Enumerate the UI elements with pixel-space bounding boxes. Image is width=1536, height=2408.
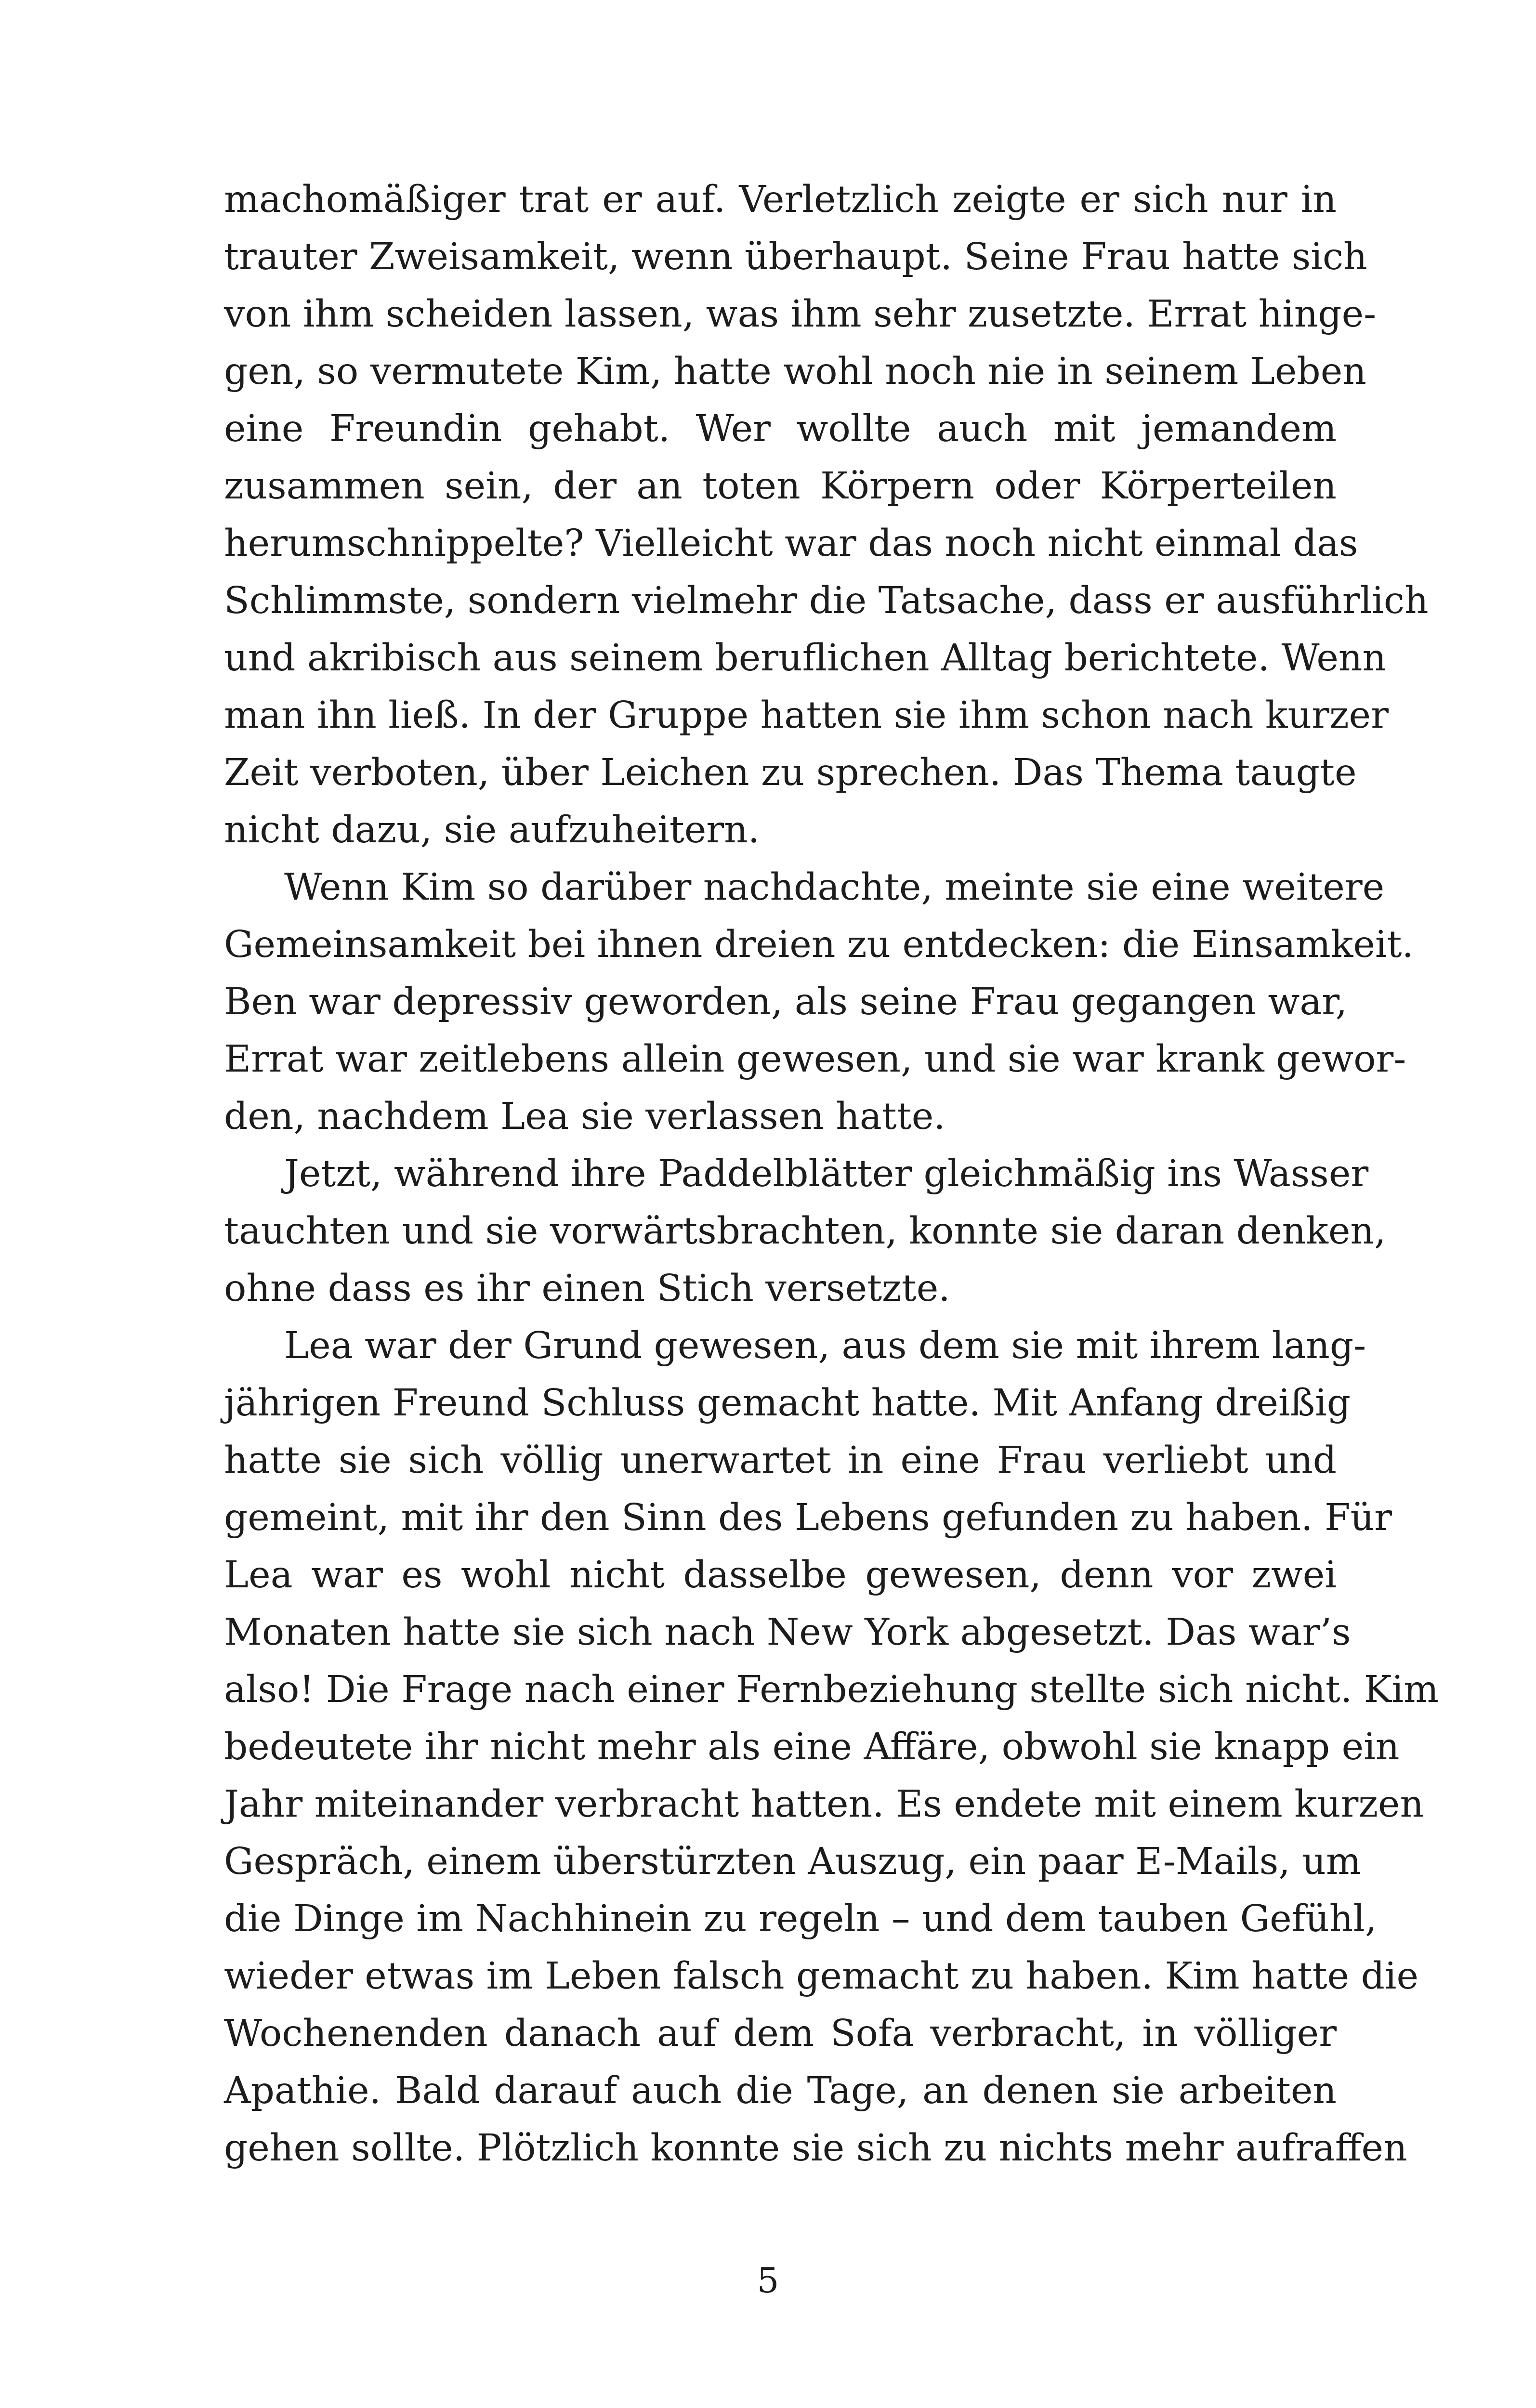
text-line: Monaten hatte sie sich nach New York abgesetzt. Das war’s — [224, 1611, 1351, 1654]
text-line: wieder etwas im Leben falsch gemacht zu haben. Kim hatte die — [224, 1955, 1419, 1998]
text-line: gen, so vermutete Kim, hatte wohl noch nie in seinem Leben — [224, 350, 1366, 393]
text-line: die Dinge im Nachhinein zu regeln – und dem tauben Gefühl, — [224, 1898, 1377, 1940]
text-line: Zeit verboten, über Leichen zu sprechen. Das Thema taugte — [224, 751, 1357, 794]
text-line: Ben war depressiv geworden, als seine Frau gegangen war, — [224, 981, 1348, 1023]
text-line: nicht dazu, sie aufzuheitern. — [224, 809, 760, 851]
text-line: hatte sie sich völlig unerwartet in eine Frau verliebt und — [224, 1439, 1337, 1482]
text-line: Gemeinsamkeit bei ihnen dreien zu entdecken: die Einsamkeit. — [224, 923, 1414, 966]
text-line: Wochenenden danach auf dem Sofa verbracht, in völliger — [224, 2012, 1337, 2055]
text-line: von ihm scheiden lassen, was ihm sehr zusetzte. Errat hinge- — [224, 293, 1377, 336]
text-line: Wenn Kim so darüber nachdachte, meinte sie eine weitere — [284, 866, 1385, 909]
text-line: tauchten und sie vorwärtsbrachten, konnte sie daran denken, — [224, 1210, 1386, 1253]
text-line: bedeutete ihr nicht mehr als eine Affäre, obwohl sie knapp ein — [224, 1726, 1400, 1768]
text-line: machomäßiger trat er auf. Verletzlich zeigte er sich nur in — [224, 178, 1337, 221]
text-line: gemeint, mit ihr den Sinn des Lebens gefunden zu haben. Für — [224, 1496, 1392, 1539]
body-text — [224, 171, 1439, 2177]
text-line: Lea war der Grund gewesen, aus dem sie mit ihrem lang- — [284, 1324, 1366, 1367]
page-number: 5 — [757, 2260, 779, 2301]
text-line: Jetzt, während ihre Paddelblätter gleichmäßig ins Wasser — [284, 1152, 1369, 1195]
text-line: Errat war zeitlebens allein gewesen, und sie war krank gewor- — [224, 1038, 1406, 1081]
text-line: eine Freundin gehabt. Wer wollte auch mit jemandem — [224, 407, 1337, 450]
text-line: jährigen Freund Schluss gemacht hatte. Mit Anfang dreißig — [224, 1382, 1351, 1425]
text-line: zusammen sein, der an toten Körpern oder Körperteilen — [224, 465, 1337, 508]
text-line: man ihn ließ. In der Gruppe hatten sie ihm schon nach kurzer — [224, 694, 1389, 737]
text-line: herumschnippelte? Vielleicht war das noch nicht einmal das — [224, 522, 1358, 565]
text-line: also! Die Frage nach einer Fernbeziehung stellte sich nicht. Kim — [224, 1668, 1439, 1711]
text-line: Lea war es wohl nicht dasselbe gewesen, denn vor zwei — [224, 1554, 1337, 1597]
text-line: Jahr miteinander verbracht hatten. Es endete mit einem kurzen — [224, 1783, 1424, 1826]
text-line: ohne dass es ihr einen Stich versetzte. — [224, 1267, 950, 1310]
paragraph — [224, 859, 1414, 1145]
text-line: den, nachdem Lea sie verlassen hatte. — [224, 1095, 945, 1138]
paragraph — [224, 1317, 1439, 2177]
text-line: Apathie. Bald darauf auch die Tage, an denen sie arbeiten — [224, 2069, 1337, 2112]
paragraph — [224, 171, 1429, 859]
text-line: und akribisch aus seinem beruflichen Alltag berichtete. Wenn — [224, 637, 1387, 680]
text-line: Gespräch, einem überstürzten Auszug, ein paar E-Mails, um — [224, 1840, 1361, 1883]
text-line: Schlimmste, sondern vielmehr die Tatsache, dass er ausführlich — [224, 579, 1429, 622]
text-line: trauter Zweisamkeit, wenn überhaupt. Seine Frau hatte sich — [224, 236, 1367, 278]
paragraph — [224, 1145, 1386, 1317]
text-line: gehen sollte. Plötzlich konnte sie sich zu nichts mehr aufraffen — [224, 2127, 1407, 2170]
